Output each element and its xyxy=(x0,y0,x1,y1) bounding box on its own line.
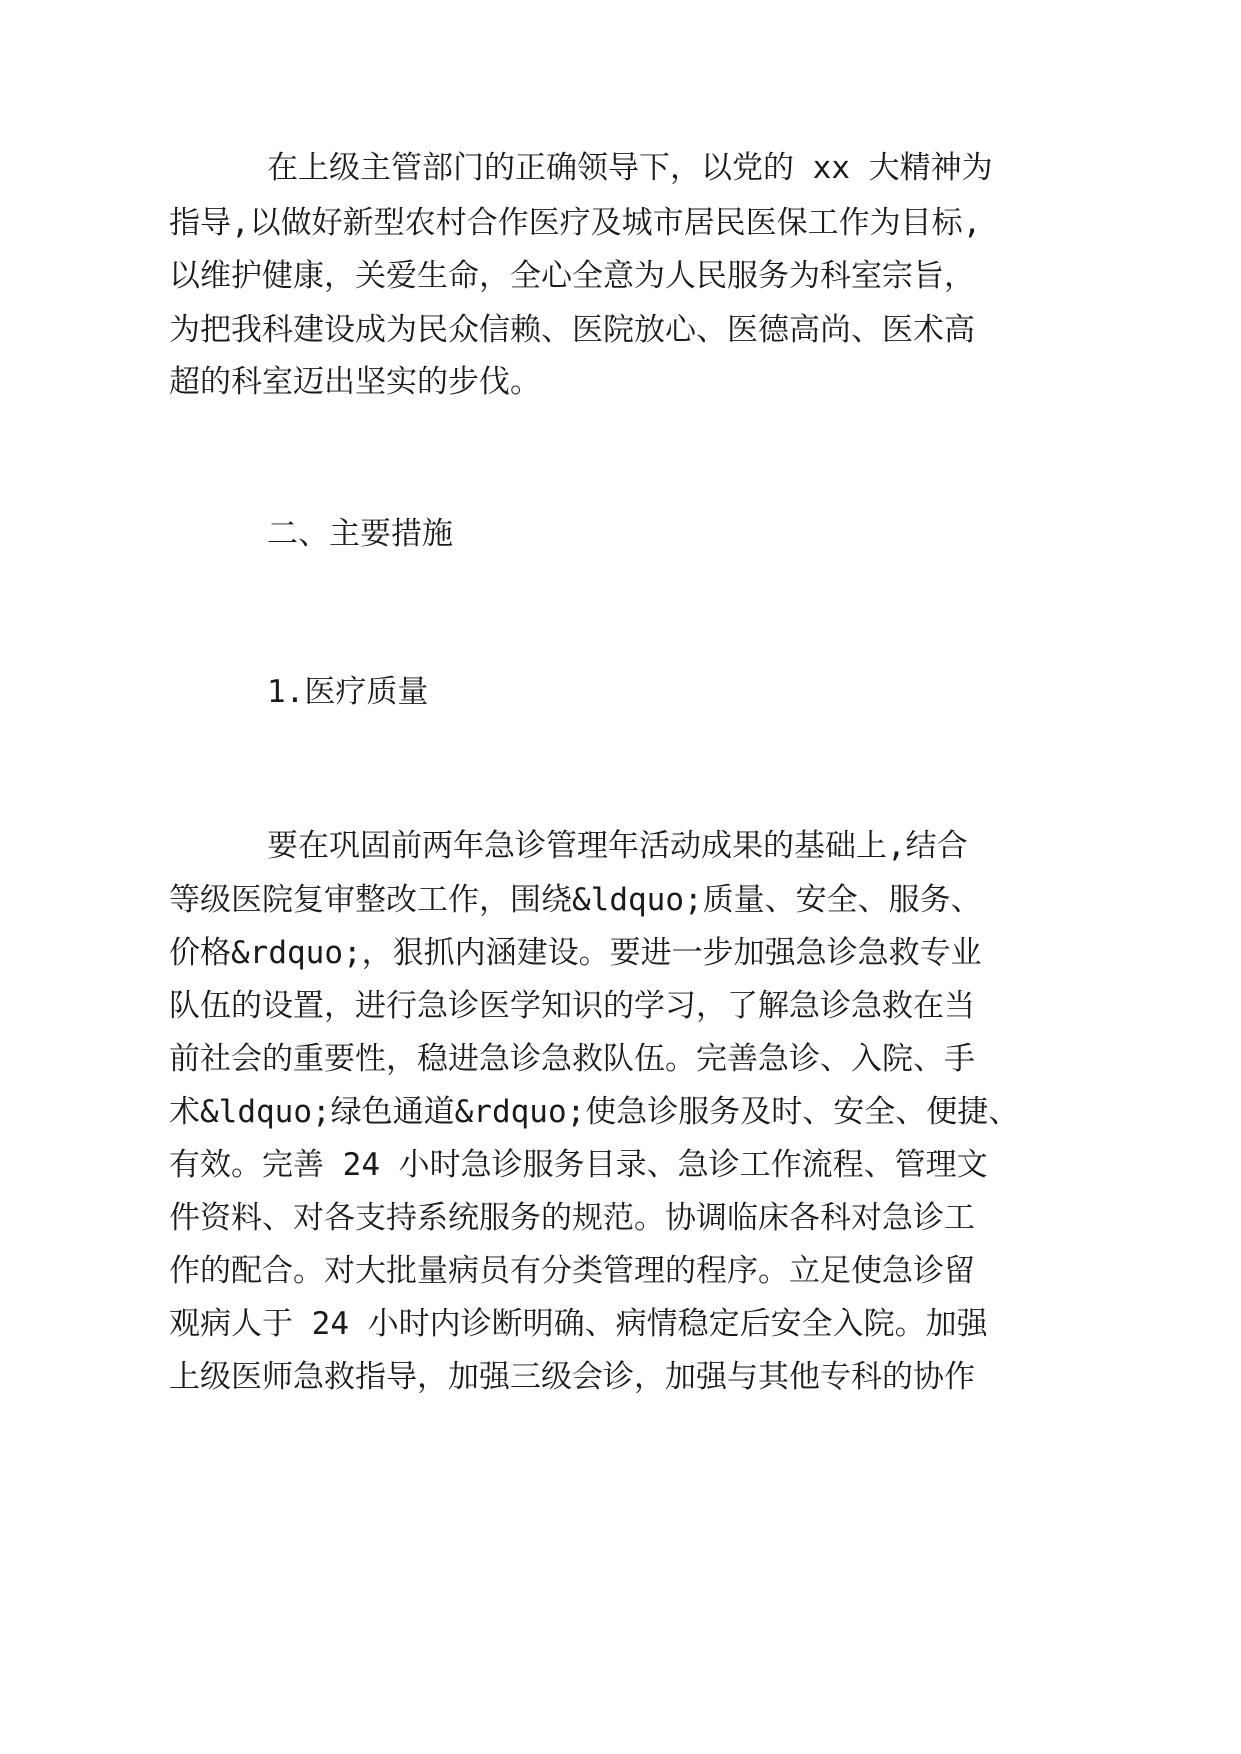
paragraph-2-line-6: 术&ldquo;绿色通道&rdquo;使急诊服务及时、安全、便捷、 xyxy=(169,1094,1020,1130)
paragraph-2-line-1: 要在巩固前两年急诊管理年活动成果的基础上,结合 xyxy=(267,828,968,864)
paragraph-2-line-4: 队伍的设置，进行急诊医学知识的学习，了解急诊急救在当 xyxy=(169,988,975,1024)
paragraph-2-line-3: 价格&rdquo;，狠抓内涵建设。要进一步加强急诊急救专业 xyxy=(169,935,982,971)
paragraph-2-line-11: 上级医师急救指导，加强三级会诊，加强与其他专科的协作 xyxy=(169,1359,975,1395)
paragraph-1-line-1: 在上级主管部门的正确领导下，以党的 xx 大精神为 xyxy=(267,150,993,186)
paragraph-1-line-5: 超的科室迈出坚实的步伐。 xyxy=(169,364,541,400)
section-heading-main-measures: 二、主要措施 xyxy=(267,516,453,552)
paragraph-2-line-10: 观病人于 24 小时内诊断明确、病情稳定后安全入院。加强 xyxy=(169,1306,988,1342)
paragraph-2-line-2: 等级医院复审整改工作，围绕&ldquo;质量、安全、服务、 xyxy=(169,882,982,918)
paragraph-2-line-9: 作的配合。对大批量病员有分类管理的程序。立足使急诊留 xyxy=(169,1253,975,1289)
paragraph-1-line-4: 为把我科建设成为民众信赖、医院放心、医德高尚、医术高 xyxy=(169,312,975,348)
paragraph-2-line-5: 前社会的重要性，稳进急诊急救队伍。完善急诊、入院、手 xyxy=(169,1041,975,1077)
paragraph-1-line-3: 以维护健康，关爱生命，全心全意为人民服务为科室宗旨， xyxy=(169,258,975,294)
paragraph-1-line-2: 指导,以做好新型农村合作医疗及城市居民医保工作为目标, xyxy=(169,205,982,241)
paragraph-2-line-8: 件资料、对各支持系统服务的规范。协调临床各科对急诊工 xyxy=(169,1200,975,1236)
paragraph-2-line-7: 有效。完善 24 小时急诊服务目录、急诊工作流程、管理文 xyxy=(169,1147,988,1183)
subheading-medical-quality: 1.医疗质量 xyxy=(267,674,429,710)
